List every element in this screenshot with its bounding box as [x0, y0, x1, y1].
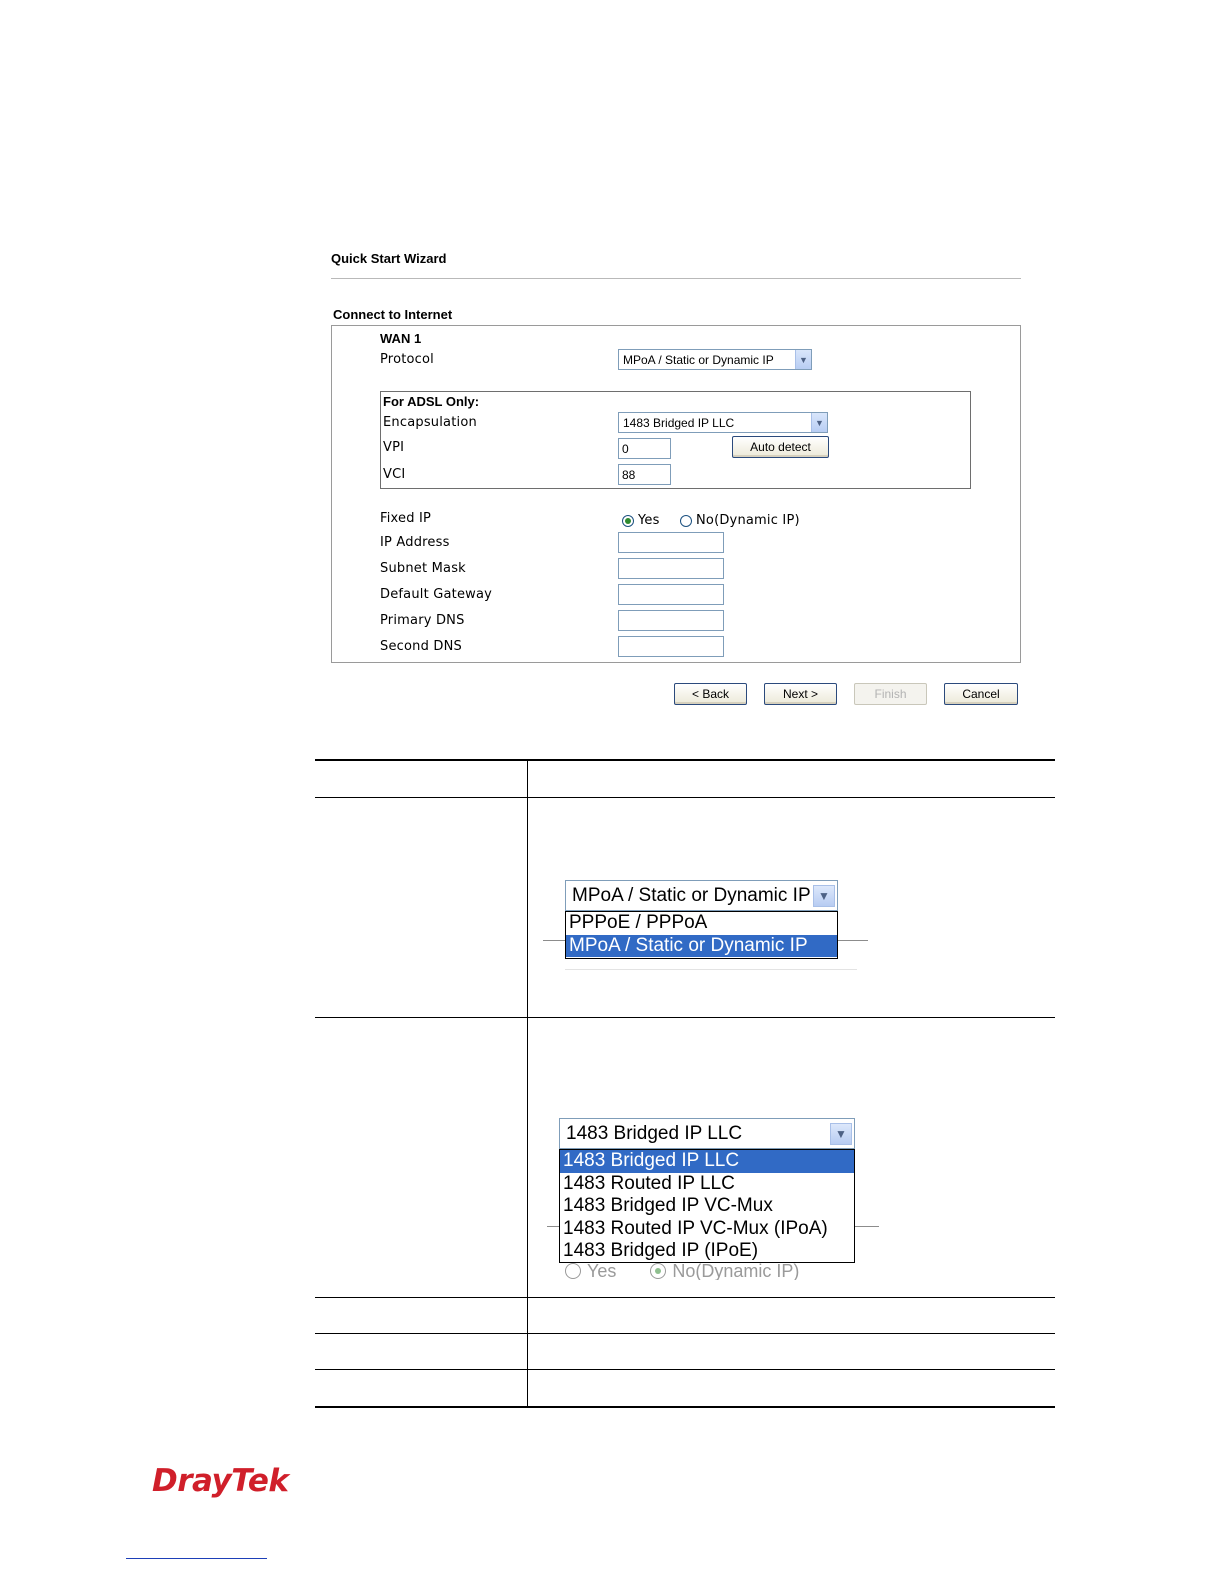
auto-detect-button[interactable]: Auto detect	[732, 436, 829, 458]
primary-dns-input[interactable]	[618, 610, 724, 631]
fixed-ip-label: Fixed IP	[380, 511, 432, 526]
encapsulation-option-selected[interactable]: 1483 Bridged IP LLC	[560, 1150, 854, 1173]
footer-rule	[126, 1558, 267, 1559]
chevron-down-icon: ▼	[811, 413, 827, 432]
protocol-select[interactable]	[618, 349, 812, 370]
table-column-divider	[527, 760, 528, 1407]
chevron-down-icon: ▼	[813, 885, 835, 907]
chevron-down-icon: ▼	[795, 350, 811, 369]
finish-button: Finish	[854, 683, 927, 705]
vpi-label: VPI	[383, 440, 405, 455]
encapsulation-select[interactable]	[618, 412, 828, 433]
table-bottom-rule	[315, 1406, 1055, 1408]
protocol-option-selected[interactable]: MPoA / Static or Dynamic IP	[566, 935, 837, 958]
fixed-ip-yes-label: Yes	[638, 513, 660, 528]
radio-checked-icon	[650, 1263, 666, 1279]
encapsulation-label: Encapsulation	[383, 415, 477, 430]
vci-label: VCI	[383, 467, 406, 482]
fixed-ip-yes-option[interactable]	[622, 513, 660, 528]
encapsulation-dropdown-value: 1483 Bridged IP LLC	[566, 1122, 743, 1144]
default-gateway-input[interactable]	[618, 584, 724, 605]
vci-input[interactable]: 88	[618, 464, 671, 485]
encapsulation-option[interactable]: 1483 Routed IP VC-Mux (IPoA)	[563, 1217, 828, 1239]
encapsulation-option[interactable]: 1483 Routed IP LLC	[563, 1172, 735, 1194]
wan-label: WAN 1	[380, 331, 422, 346]
radio-unchecked-icon[interactable]	[680, 515, 692, 527]
protocol-dropdown-value: MPoA / Static or Dynamic IP	[572, 884, 811, 906]
ip-address-input[interactable]	[618, 532, 724, 553]
next-button[interactable]: Next >	[764, 683, 837, 705]
subnet-mask-label: Subnet Mask	[380, 561, 466, 576]
protocol-dropdown-list	[565, 911, 838, 959]
draytek-logo: DrayTek	[152, 1463, 289, 1499]
table-row-rule	[315, 1297, 1055, 1298]
table-header-rule	[315, 797, 1055, 798]
encapsulation-option[interactable]: 1483 Bridged IP VC-Mux	[563, 1195, 773, 1216]
fixed-ip-no-option[interactable]	[680, 513, 800, 528]
section-title: Connect to Internet	[333, 307, 453, 322]
encapsulation-option[interactable]: 1483 Bridged IP (IPoE)	[563, 1240, 759, 1261]
protocol-dropdown[interactable]	[565, 880, 838, 911]
protocol-select-value: MPoA / Static or Dynamic IP	[623, 352, 774, 367]
chevron-down-icon: ▼	[830, 1123, 852, 1145]
partial-yes-label: Yes	[587, 1262, 617, 1280]
wizard-title: Quick Start Wizard	[331, 251, 447, 266]
encapsulation-select-value: 1483 Bridged IP LLC	[623, 415, 735, 430]
table-row-rule	[315, 1369, 1055, 1370]
encapsulation-dropdown[interactable]	[559, 1118, 855, 1149]
wizard-divider	[331, 278, 1021, 279]
subnet-mask-input[interactable]	[618, 558, 724, 579]
cancel-button[interactable]: Cancel	[944, 683, 1018, 705]
protocol-option[interactable]: PPPoE / PPPoA	[569, 912, 708, 933]
radio-unchecked-icon	[565, 1263, 581, 1279]
vpi-input[interactable]: 0	[618, 438, 671, 459]
primary-dns-label: Primary DNS	[380, 613, 465, 628]
table-row-rule	[315, 1017, 1055, 1018]
adsl-title: For ADSL Only:	[383, 394, 480, 409]
partial-no-label: No(Dynamic IP)	[672, 1262, 800, 1280]
table-top-rule	[315, 759, 1055, 761]
default-gateway-label: Default Gateway	[380, 587, 493, 602]
second-dns-label: Second DNS	[380, 639, 462, 654]
radio-checked-icon[interactable]	[622, 515, 634, 527]
ip-address-label: IP Address	[380, 535, 450, 550]
protocol-label: Protocol	[380, 352, 434, 367]
partial-fixed-ip-row	[565, 1262, 799, 1280]
fixed-ip-no-label: No(Dynamic IP)	[696, 513, 800, 528]
table-row-rule	[315, 1333, 1055, 1334]
encapsulation-dropdown-list	[559, 1149, 855, 1263]
second-dns-input[interactable]	[618, 636, 724, 657]
back-button[interactable]: < Back	[674, 683, 747, 705]
